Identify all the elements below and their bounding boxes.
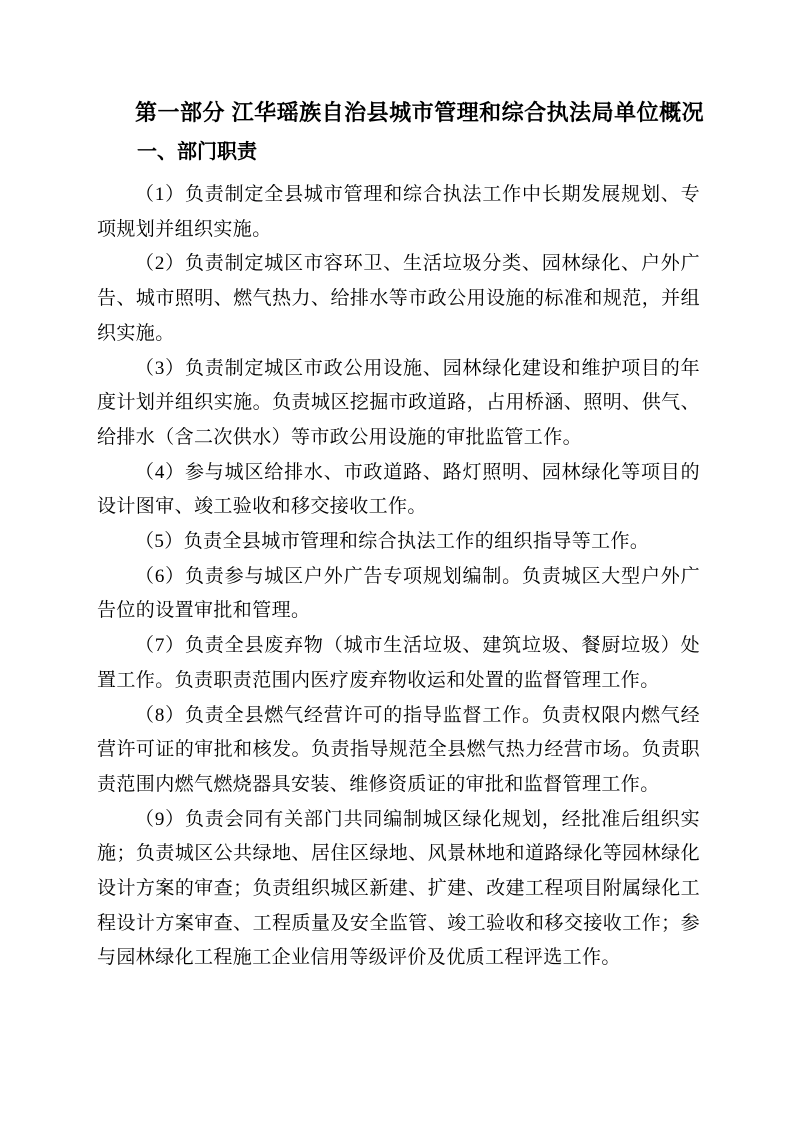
document-body: [97, 178, 700, 976]
paragraph-6: （6）负责参与城区户外广告专项规划编制。负责城区大型户外广告位的设置审批和管理。: [97, 565, 700, 622]
section-heading: 一、部门职责: [137, 141, 257, 163]
paragraph-5: （5）负责全县城市管理和综合执法工作的组织指导等工作。: [135, 531, 650, 553]
paragraph-8: （8）负责全县燃气经营许可的指导监督工作。负责权限内燃气经营许可证的审批和核发。负责指导规范全县燃气热力经营市场。负责职责范围内燃气燃烧器具安装、维修资质证的审批和监督管理工作。: [97, 704, 700, 795]
paragraph-7: （7）负责全县废弃物（城市生活垃圾、建筑垃圾、餐厨垃圾）处置工作。负责职责范围内医疗废弃物收运和处置的监督管理工作。: [97, 635, 700, 691]
document-title: 第一部分 江华瑶族自治县城市管理和综合执法局单位概况: [135, 100, 705, 125]
paragraph-9: （9）负责会同有关部门共同编制城区绿化规划，经批准后组织实施；负责城区公共绿地、居住区绿地、风景林地和道路绿化等园林绿化设计方案的审查；负责组织城区新建、扩建、改建工程项目附属绿化工程设计方案审查、工程质量及安全监管、竣工验收和移交接收工作；参与园林绿化工程施工企业信用等级评价及优质工程评选工作。: [97, 808, 700, 969]
paragraph-3: （3）负责制定城区市政公用设施、园林绿化建设和维护项目的年度计划并组织实施。负责城区挖掘市政道路，占用桥涵、照明、供气、给排水（含二次供水）等市政公用设施的审批监管工作。: [97, 357, 700, 448]
paragraph-2: （2）负责制定城区市容环卫、生活垃圾分类、园林绿化、户外广告、城市照明、燃气热力、给排水等市政公用设施的标准和规范，并组织实施。: [97, 253, 700, 344]
paragraph-1: （1）负责制定全县城市管理和综合执法工作中长期发展规划、专项规划并组织实施。: [97, 184, 700, 240]
paragraph-4: （4）参与城区给排水、市政道路、路灯照明、园林绿化等项目的设计图审、竣工验收和移交接收工作。: [97, 461, 700, 518]
